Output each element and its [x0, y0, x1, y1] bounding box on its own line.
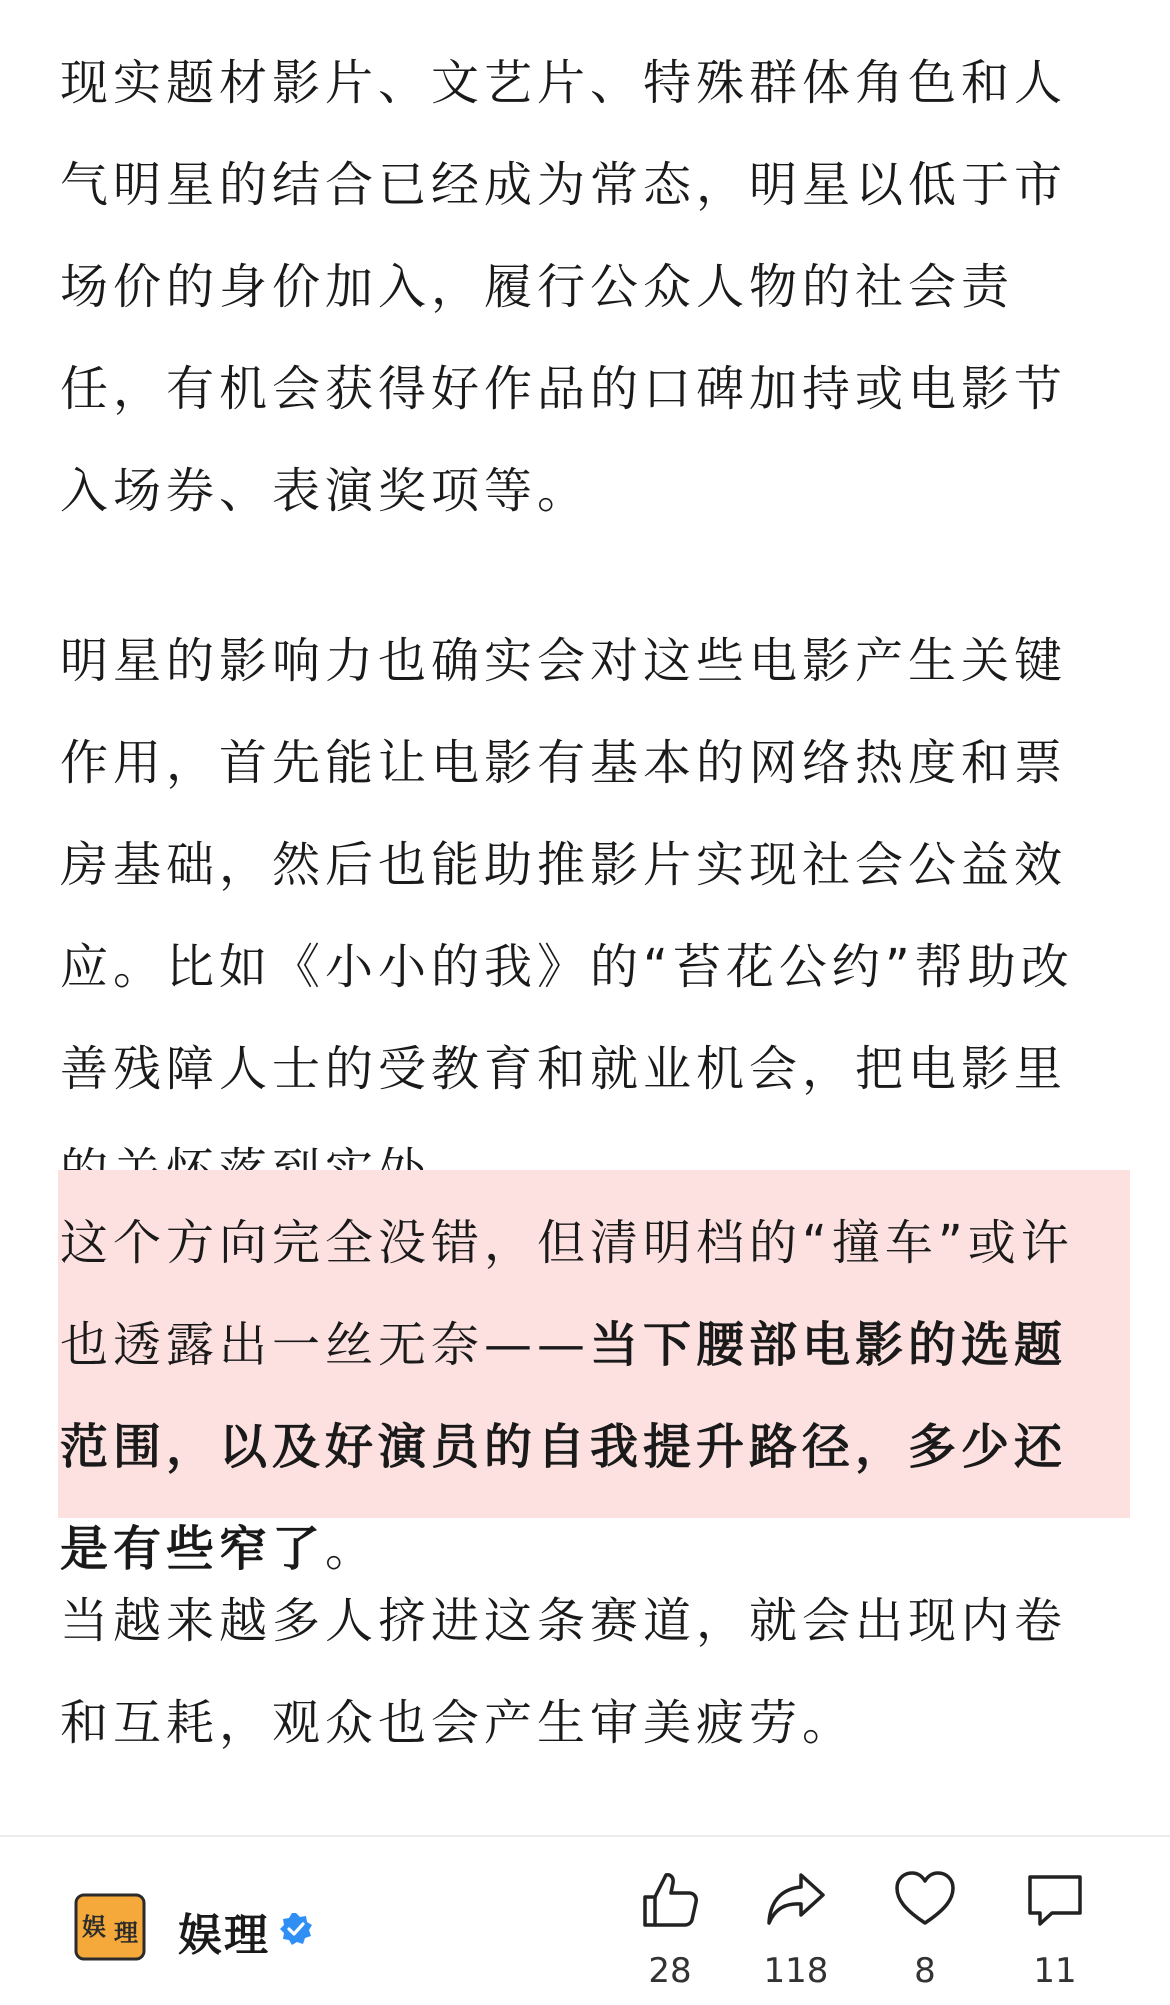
author-name[interactable]: 娱理: [178, 1910, 270, 1961]
heart-icon: [892, 1867, 958, 1933]
comment-button[interactable]: [1000, 1867, 1110, 1991]
share-button[interactable]: [741, 1867, 851, 1991]
share-count: 118: [763, 1951, 829, 1991]
favorite-count: 8: [914, 1951, 936, 1991]
like-button[interactable]: [615, 1867, 725, 1991]
logo-char-1: 娱: [82, 1913, 106, 1941]
logo-char-2: 理: [114, 1919, 138, 1947]
like-count: 28: [648, 1951, 692, 1991]
paragraph-3-highlighted: [60, 1192, 1110, 1600]
paragraph-4: 当越来越多人挤进这条赛道，就会出现内卷和互耗，观众也会产生审美疲劳。: [60, 1593, 1068, 1751]
highlight-normal-text: 这个方向完全没错，但清明档的“撞车”或许也透露出一丝无奈——: [60, 1215, 1074, 1373]
paragraph-1: 现实题材影片、文艺片、特殊群体角色和人气明星的结合已经成为常态，明星以低于市场价的身价加入，履行公众人物的社会责任，有机会获得好作品的口碑加持或电影节入场券、表演奖项等。: [60, 55, 1068, 519]
verified-badge-icon: [278, 1911, 314, 1947]
share-arrow-icon: [763, 1867, 829, 1933]
author-logo-icon[interactable]: [72, 1889, 148, 1965]
favorite-button[interactable]: [870, 1867, 980, 1991]
highlight-bold-text: 当下腰部电影的选题范围，以及好演员的自我提升路径，多少还是有些窄了: [60, 1317, 1068, 1577]
post-footer: [0, 1837, 1170, 2005]
thumbs-up-icon: [637, 1867, 703, 1933]
paragraph-2: 明星的影响力也确实会对这些电影产生关键作用，首先能让电影有基本的网络热度和票房基础，然后也能助推影片实现社会公益效应。比如《小小的我》的“苔花公约”帮助改善残障人士的受教育和就业机会，把电影里: [60, 633, 1074, 1097]
comment-bubble-icon: [1022, 1867, 1088, 1933]
highlight-end-punct: 。: [325, 1521, 379, 1577]
comment-count: 11: [1033, 1951, 1077, 1991]
